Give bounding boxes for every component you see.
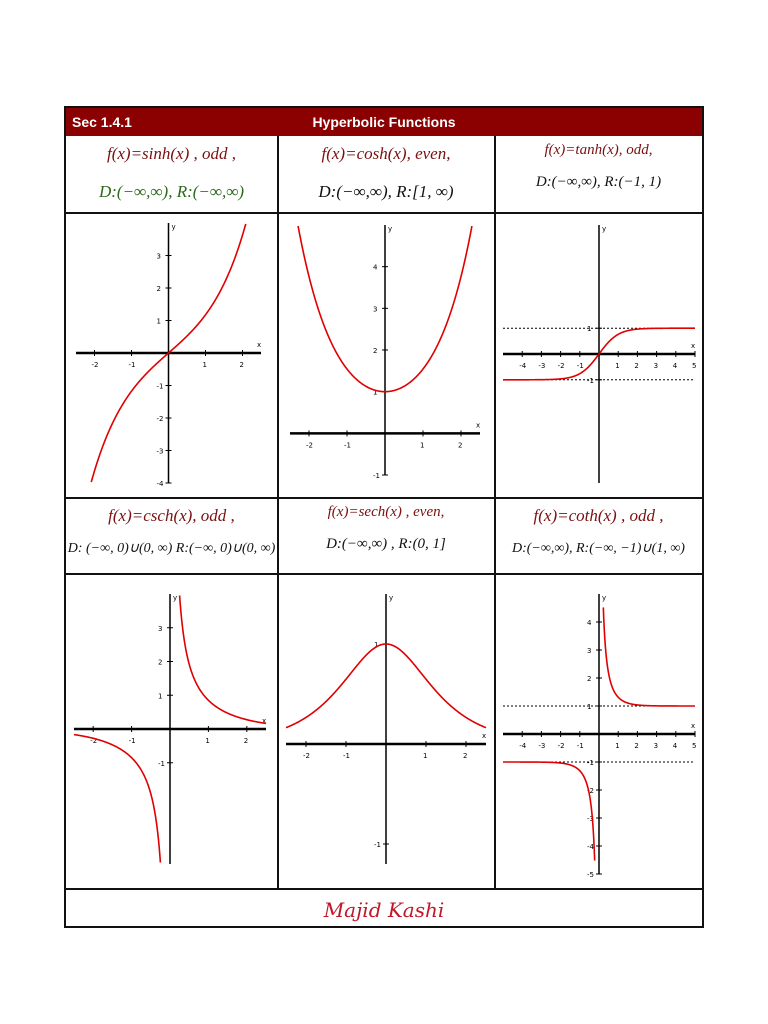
y-tick-label: -1	[587, 759, 594, 767]
x-tick-label: 1	[615, 742, 620, 750]
x-axis-label: x	[482, 732, 487, 740]
x-tick-label: 1	[615, 362, 620, 370]
y-tick-label: -3	[587, 815, 594, 823]
csch-graph	[66, 574, 277, 888]
x-tick-label: -2	[557, 742, 565, 750]
author-signature: Majid Kashi	[323, 898, 445, 922]
y-tick-label: -1	[374, 841, 381, 849]
y-tick-label: -1	[373, 472, 380, 480]
y-tick-label: 4	[587, 619, 592, 627]
x-tick-label: -4	[519, 742, 527, 750]
y-axis-label: y	[171, 223, 176, 231]
formula-cell-sech	[278, 498, 494, 573]
sech-graph	[278, 574, 494, 888]
x-tick-label: -1	[343, 752, 350, 760]
x-tick-label: 2	[463, 752, 468, 760]
y-tick-label: 1	[158, 692, 163, 701]
x-tick-label: 3	[653, 742, 659, 750]
y-tick-label: 1	[587, 325, 592, 334]
formula-definition: f(x)=sinh(x) , odd ,	[106, 144, 237, 163]
header-bar	[66, 108, 702, 136]
formula-definition: f(x)=cosh(x), even,	[321, 144, 451, 163]
x-tick-label: 1	[202, 361, 207, 369]
y-tick-label: 1	[374, 641, 379, 649]
y-tick-label: -4	[587, 843, 594, 851]
y-axis-label: y	[173, 594, 178, 602]
formula-definition: f(x)=coth(x) , odd ,	[533, 506, 664, 525]
y-tick-label: -2	[587, 787, 594, 795]
x-tick-label: -2	[91, 361, 99, 369]
csch-curve	[74, 735, 160, 863]
cosh-graph	[278, 213, 494, 497]
x-tick-label: 2	[243, 737, 249, 745]
y-tick-label: 1	[373, 388, 378, 397]
coth-curve	[603, 607, 695, 706]
sinh-graph	[66, 213, 277, 497]
page-title: Hyperbolic Functions	[312, 114, 456, 130]
y-tick-label: 2	[373, 347, 378, 355]
x-tick-label: 1	[205, 737, 210, 745]
x-tick-label: -2	[557, 362, 565, 370]
x-tick-label: -3	[538, 742, 546, 750]
y-tick-label: -5	[587, 871, 594, 879]
formula-definition: f(x)=tanh(x), odd,	[544, 142, 653, 158]
x-tick-label: -2	[303, 752, 310, 760]
section-label: Sec 1.4.1	[72, 114, 132, 130]
hyperbolic-functions-sheet	[64, 106, 704, 928]
y-tick-label: 2	[158, 658, 163, 667]
x-tick-label: -1	[128, 361, 136, 369]
x-tick-label: 4	[672, 742, 678, 750]
x-tick-label: 1	[423, 752, 428, 760]
y-tick-label: 3	[156, 252, 161, 261]
x-tick-label: -1	[344, 441, 351, 450]
domain-range: D: (−∞, 0)∪(0, ∞) R:(−∞, 0)∪(0, ∞)	[67, 541, 276, 556]
y-axis-label: y	[389, 594, 394, 602]
x-tick-label: 5	[692, 742, 697, 750]
y-tick-label: 3	[373, 305, 378, 314]
y-tick-label: -1	[587, 376, 594, 385]
y-tick-label: -2	[156, 415, 164, 423]
x-tick-label: 1	[420, 441, 425, 450]
y-tick-label: 2	[156, 285, 161, 293]
y-tick-label: 2	[587, 675, 592, 683]
y-tick-label: 3	[158, 624, 163, 633]
y-tick-label: 3	[587, 647, 592, 655]
x-tick-label: -1	[576, 742, 584, 750]
x-tick-label: 4	[672, 362, 678, 370]
x-axis-label: x	[257, 341, 262, 349]
x-tick-label: 5	[692, 362, 697, 370]
y-tick-label: -3	[156, 447, 164, 456]
formula-definition: f(x)=sech(x) , even,	[327, 504, 445, 520]
y-tick-label: -1	[158, 759, 165, 768]
y-tick-label: 1	[156, 317, 161, 326]
formula-definition: f(x)=csch(x), odd ,	[108, 506, 235, 525]
domain-range: D:(−∞,∞) , R:(0, 1]	[326, 536, 446, 552]
x-tick-label: -4	[519, 362, 527, 370]
formula-cell-csch	[66, 498, 277, 573]
y-tick-label: -4	[156, 480, 164, 488]
divider	[66, 888, 702, 890]
domain-range: D:(−∞,∞), R:[1, ∞)	[318, 182, 454, 201]
x-axis-label: x	[476, 421, 481, 430]
domain-range: D:(−∞,∞), R:(−∞, −1)∪(1, ∞)	[512, 541, 685, 556]
x-axis-label: x	[691, 722, 696, 730]
x-tick-label: 2	[458, 441, 463, 450]
y-axis-label: y	[388, 225, 393, 233]
formula-cell-coth	[495, 498, 702, 573]
x-tick-label: 3	[653, 362, 659, 370]
domain-range: D:(−∞,∞), R:(−∞,∞)	[98, 182, 245, 201]
x-axis-label: x	[691, 342, 696, 350]
x-tick-label: -2	[90, 737, 98, 745]
formula-cell-cosh	[278, 136, 494, 212]
formula-cell-tanh	[495, 136, 702, 212]
x-axis-label: x	[262, 717, 267, 725]
x-tick-label: -2	[306, 441, 313, 450]
y-axis-label: y	[602, 594, 607, 602]
coth-curve	[503, 762, 595, 861]
y-axis-label: y	[602, 225, 607, 233]
tanh-graph	[495, 213, 702, 497]
domain-range: D:(−∞,∞), R:(−1, 1)	[535, 174, 662, 190]
x-tick-label: 2	[634, 742, 639, 750]
y-tick-label: -1	[156, 382, 164, 391]
coth-graph	[495, 574, 702, 888]
y-tick-label: 4	[373, 263, 378, 272]
x-tick-label: -3	[538, 362, 546, 370]
csch-curve	[180, 595, 266, 723]
x-tick-label: -1	[576, 362, 584, 370]
x-tick-label: 2	[239, 361, 244, 369]
formula-cell-sinh	[66, 136, 277, 212]
x-tick-label: -1	[128, 737, 136, 745]
y-tick-label: 1	[587, 703, 592, 711]
x-tick-label: 2	[634, 362, 639, 370]
